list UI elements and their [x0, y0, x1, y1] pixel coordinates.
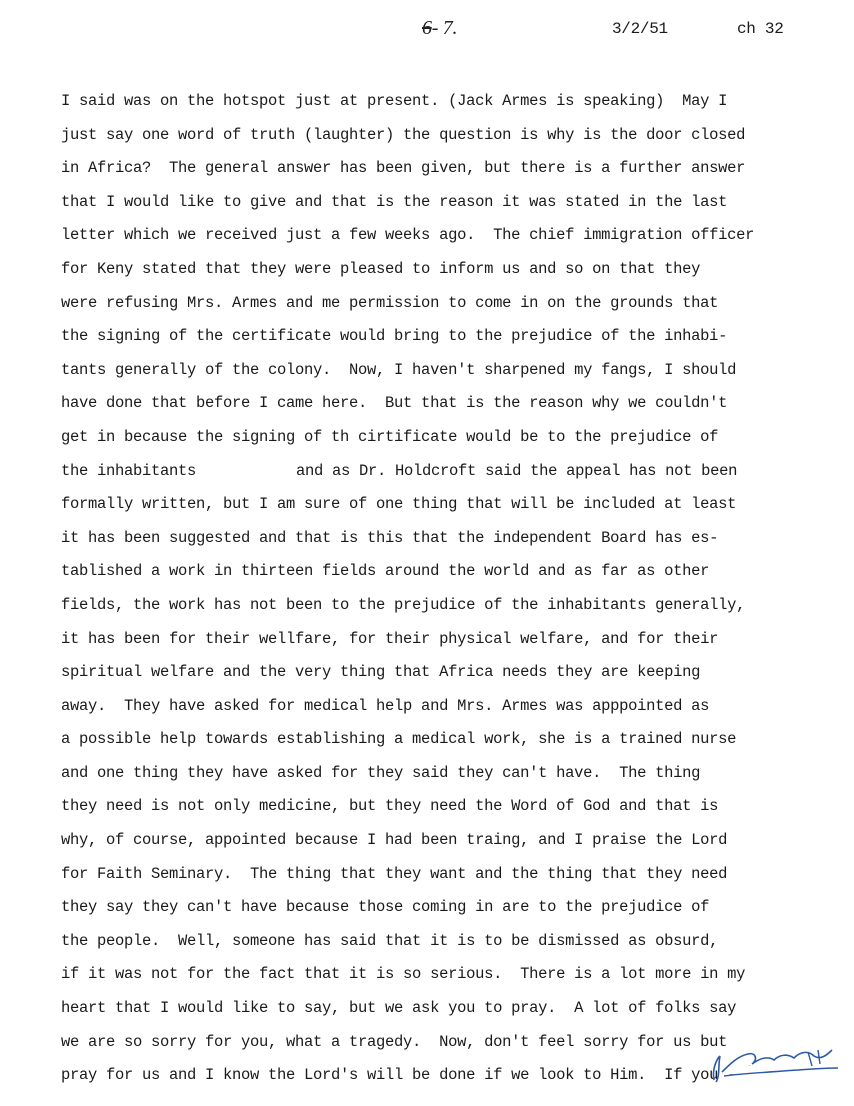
text-line: spiritual welfare and the very thing that Africa needs they are keeping: [61, 663, 701, 682]
text-line: it has been for their wellfare, for their physical welfare, and for their: [61, 629, 719, 648]
text-line: fields, the work has not been to the prejudice of the inhabitants generally,: [61, 595, 746, 614]
text-line: it has been suggested and that is this that the independent Board has es-: [61, 528, 719, 547]
text-line: the people. Well, someone has said that it is to be dismissed as obsurd,: [61, 931, 719, 950]
text-line: a possible help towards establishing a medical work, she is a trained nurse: [61, 730, 737, 749]
text-line: tants generally of the colony. Now, I haven't sharpened my fangs, I should: [61, 360, 737, 379]
text-line: for Keny stated that they were pleased to inform us and so on that they: [61, 259, 701, 278]
handwritten-note-text: Holdcroft: [748, 1066, 751, 1067]
transcript-body: [61, 90, 851, 1098]
text-line: they say they can't have because those coming in are to the prejudice of: [61, 898, 710, 917]
text-line: in Africa? The general answer has been given, but there is a further answer: [61, 159, 746, 178]
text-line: just say one word of truth (laughter) the question is why is the door closed: [61, 125, 746, 144]
page-number-dash: -: [431, 17, 439, 39]
text-line: away. They have asked for medical help and Mrs. Armes was apppointed as: [61, 696, 710, 715]
text-line: why, of course, appointed because I had been traing, and I praise the Lord: [61, 831, 728, 850]
text-line: pray for us and I know the Lord's will be done if we look to Him. If you -: [61, 1066, 737, 1085]
text-line: formally written, but I am sure of one thing that will be included at least: [61, 495, 737, 514]
text-line: the signing of the certificate would bring to the prejudice of the inhabi-: [61, 327, 728, 346]
text-line: were refusing Mrs. Armes and me permission to come in on the grounds that: [61, 293, 719, 312]
text-line: if it was not for the fact that it is so serious. There is a lot more in my: [61, 965, 746, 984]
text-line: heart that I would like to say, but we ask you to pray. A lot of folks say: [61, 999, 737, 1018]
text-line: get in because the signing of th cirtificate would be to the prejudice of: [61, 427, 719, 446]
text-fragment: the inhabitants: [61, 461, 197, 480]
text-fragment: and as Dr. Holdcroft said the appeal has not been: [296, 461, 738, 480]
text-line-with-gap: [61, 460, 851, 494]
page-number-value: 7.: [442, 17, 458, 39]
text-line: tablished a work in thirteen fields around the world and as far as other: [61, 562, 710, 581]
text-line: we are so sorry for you, what a tragedy. Now, don't feel sorry for us but: [61, 1032, 728, 1051]
text-line: and one thing they have asked for they said they can't have. The thing: [61, 763, 701, 782]
text-line: I said was on the hotspot just at present. (Jack Armes is speaking) May I: [61, 92, 728, 110]
text-line: that I would like to give and that is the reason it was stated in the last: [61, 192, 728, 211]
text-line: they need is not only medicine, but they need the Word of God and that is: [61, 797, 719, 816]
text-line: for Faith Seminary. The thing that they want and the thing that they need: [61, 864, 728, 883]
page-number: [422, 17, 457, 40]
handwritten-holdcroft-note: [708, 1046, 848, 1086]
text-line: letter which we received just a few weeks ago. The chief immigration officer: [61, 226, 755, 245]
text-line: have done that before I came here. But that is the reason why we couldn't: [61, 394, 728, 413]
header-chapter: ch 32: [737, 20, 784, 38]
header-date: 3/2/51: [612, 20, 668, 38]
crossed-out-page-number: 6: [422, 17, 432, 39]
